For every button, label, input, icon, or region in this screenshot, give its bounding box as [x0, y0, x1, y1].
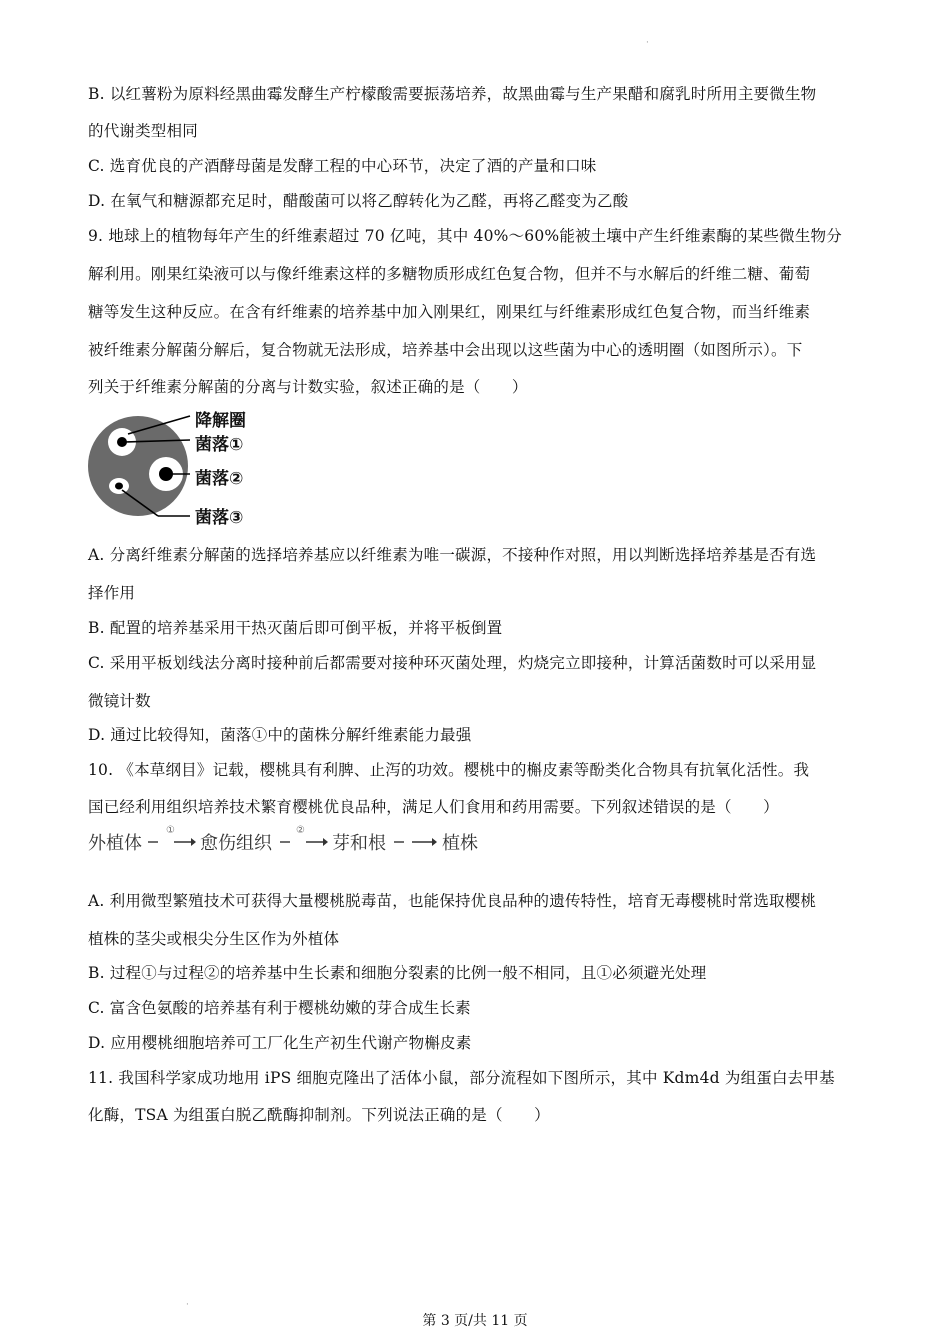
q8-option-b-line1: B. 以红薯粉为原料经黑曲霉发酵生产柠檬酸需要振荡培养，故黑曲霉与生产果醋和腐乳时所用主要微生物: [88, 85, 817, 103]
q9-option-a-line2: 择作用: [88, 584, 136, 602]
flow-label-step-1: ①: [166, 825, 175, 836]
scan-dot: ·: [186, 1300, 189, 1310]
q9-stem-line2: 解利用。刚果红染液可以与像纤维素这样的多糖物质形成红色复合物，但并不与水解后的纤维二糖、葡萄: [88, 265, 811, 283]
q8-option-c: C. 选育优良的产酒酵母菌是发酵工程的中心环节，决定了酒的产量和口味: [88, 157, 597, 175]
label-colony-2: 菌落②: [195, 469, 244, 489]
q9-stem-line5: 列关于纤维素分解菌的分离与计数实验，叙述正确的是（ ）: [88, 378, 528, 396]
flow-step-callus: 愈伤组织: [200, 833, 272, 854]
q10-option-a-line1: A. 利用微型繁殖技术可获得大量樱桃脱毒苗，也能保持优良品种的遗传特性，培育无毒樱桃时常选取樱桃: [88, 892, 817, 910]
q9-stem-line4: 被纤维素分解菌分解后，复合物就无法形成，培养基中会出现以这些菌为中心的透明圈（如图所示）。下: [88, 341, 803, 359]
colony-2: [159, 467, 173, 481]
flow-label-step-2: ②: [296, 825, 305, 836]
scan-dot: ·: [646, 38, 649, 48]
flow-step-plant: 植株: [442, 833, 478, 854]
q10-option-b: B. 过程①与过程②的培养基中生长素和细胞分裂素的比例一般不相同，且①必须避光处理: [88, 964, 707, 982]
q11-stem-line1: 11. 我国科学家成功地用 iPS 细胞克隆出了活体小鼠，部分流程如下图所示，其中 Kdm4d 为组蛋白去甲基: [88, 1069, 835, 1087]
q9-option-b: B. 配置的培养基采用干热灭菌后即可倒平板，并将平板倒置: [88, 619, 503, 637]
flow-step-shoot-root: 芽和根: [332, 833, 386, 854]
flow-arrow-3: [392, 824, 438, 854]
label-colony-3: 菌落③: [195, 508, 244, 528]
q9-option-a-line1: A. 分离纤维素分解菌的选择培养基应以纤维素为唯一碳源，不接种作对照，用以判断选择培养基是否有选: [88, 546, 817, 564]
label-colony-1: 菌落①: [195, 435, 244, 455]
q9-stem-line3: 糖等发生这种反应。在含有纤维素的培养基中加入刚果红，刚果红与纤维素形成红色复合物，而当纤维素: [88, 303, 811, 321]
colony-3: [115, 483, 123, 490]
q9-option-c-line1: C. 采用平板划线法分离时接种前后都需要对接种环灭菌处理，灼烧完立即接种，计算活菌数时可以采用显: [88, 654, 817, 672]
q10-stem-line1: 10. 《本草纲目》记载，樱桃具有利脾、止泻的功效。樱桃中的槲皮素等酚类化合物具有抗氧化活性。我: [88, 761, 810, 779]
petri-dish-figure: [88, 404, 268, 530]
q11-stem-line2: 化酶，TSA 为组蛋白脱乙酰酶抑制剂。下列说法正确的是（ ）: [88, 1106, 550, 1124]
q8-option-b-line2: 的代谢类型相同: [88, 122, 198, 140]
q10-option-c: C. 富含色氨酸的培养基有利于樱桃幼嫩的芽合成生长素: [88, 999, 471, 1017]
q9-stem-line1: 9. 地球上的植物每年产生的纤维素超过 70 亿吨，其中 40%～60%能被土壤中产生纤维素酶的某些微生物分: [88, 227, 842, 245]
page-footer: 第 3 页/共 11 页: [422, 1313, 528, 1329]
q10-option-a-line2: 植株的茎尖或根尖分生区作为外植体: [88, 930, 340, 948]
flow-step-explant: 外植体: [88, 833, 142, 854]
q10-option-d: D. 应用樱桃细胞培养可工厂化生产初生代谢产物槲皮素: [88, 1034, 472, 1052]
q10-stem-line2: 国已经利用组织培养技术繁育樱桃优良品种，满足人们食用和药用需要。下列叙述错误的是（ ）: [88, 798, 779, 816]
q9-option-c-line2: 微镜计数: [88, 692, 151, 710]
tissue-culture-flow: [88, 824, 488, 856]
q8-option-d: D. 在氧气和糖源都充足时，醋酸菌可以将乙醇转化为乙醛，再将乙醛变为乙酸: [88, 192, 629, 210]
q9-option-d: D. 通过比较得知，菌落①中的菌株分解纤维素能力最强: [88, 726, 472, 744]
label-degradation-zone: 降解圈: [195, 411, 246, 431]
